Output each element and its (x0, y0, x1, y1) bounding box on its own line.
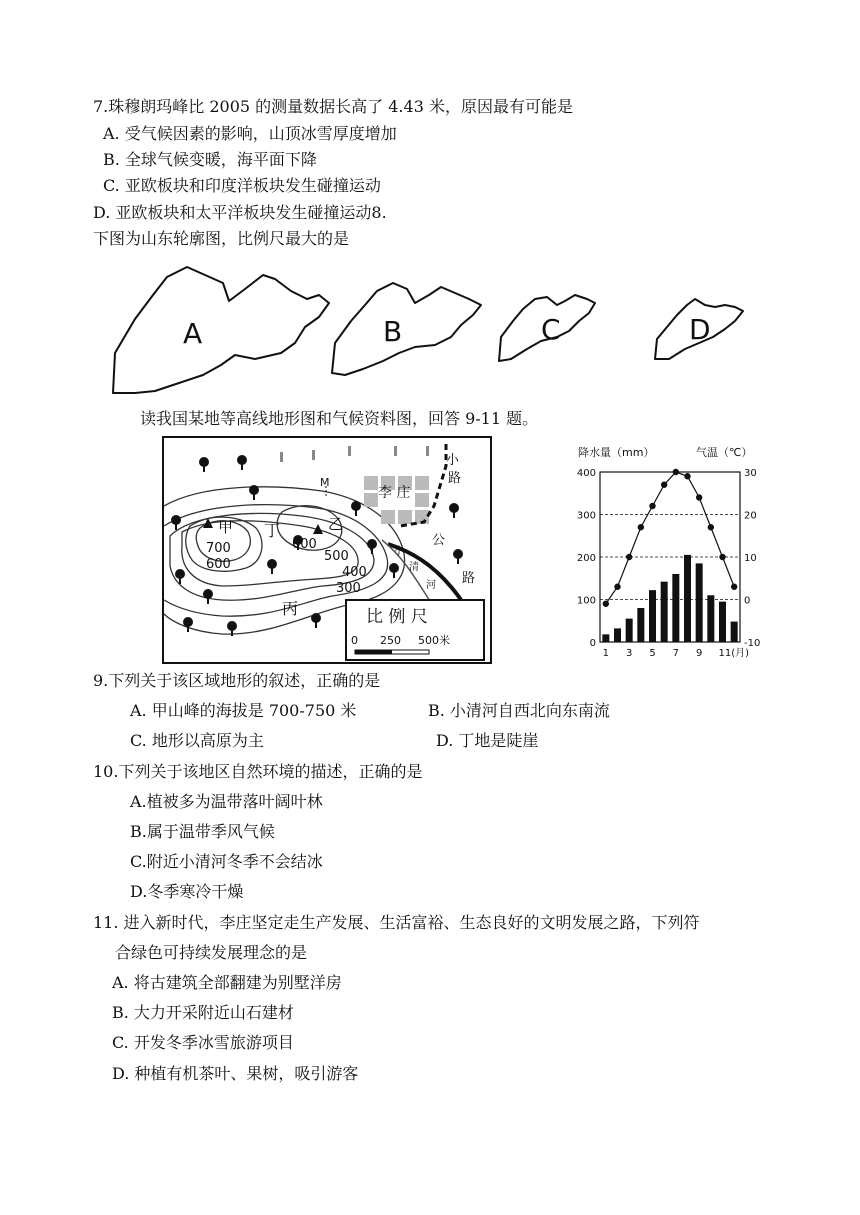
shandong-outline-b (332, 283, 481, 375)
river-char-3: 河 (426, 580, 436, 591)
q9-stem: 9.下列关于该区域地形的叙述，正确的是 (93, 671, 381, 690)
precipitation-axis-label: 降水量（mm） (578, 446, 655, 459)
q10-option-d: D.冬季寒冷干燥 (130, 882, 244, 901)
contour-label-300: 300 (336, 581, 361, 596)
temperature-tick-label: 10 (744, 553, 757, 564)
contour-label-500: 500 (324, 549, 349, 564)
contour-map (162, 436, 492, 664)
scale-tick-500: 500米 (418, 634, 450, 647)
precipitation-tick-label: 0 (589, 638, 596, 649)
map-label-a: A (183, 317, 203, 350)
scale-tick-250: 250 (380, 634, 401, 647)
temperature-axis-label: 气温（℃） (696, 446, 753, 459)
precipitation-bar (707, 595, 714, 642)
small-road-char-1: 小 (446, 453, 460, 468)
temperature-tick-label: 0 (744, 595, 751, 607)
peak-yi-label: 乙 (328, 515, 344, 533)
contour-label-600: 600 (206, 557, 231, 572)
map-label-c: C (541, 313, 561, 346)
highway-char-2: 路 (462, 571, 476, 586)
peak-jia-label: 甲 (218, 518, 234, 536)
q10-option-a: A.植被多为温带落叶阔叶林 (130, 792, 323, 811)
temperature-point (661, 482, 667, 488)
precipitation-bar (661, 582, 668, 642)
scale-title: 比 例 尺 (366, 607, 428, 627)
q11-option-c: C. 开发冬季冰雪旅游项目 (112, 1033, 294, 1052)
precipitation-bar (696, 563, 703, 642)
q7-option-c: C. 亚欧板块和印度洋板块发生碰撞运动 (103, 176, 381, 195)
precipitation-bar (602, 634, 609, 642)
temperature-line (606, 472, 734, 604)
temperature-tick-label: -10 (744, 638, 761, 649)
month-tick-label: 1 (602, 648, 610, 659)
village-label: 李 庄 (378, 485, 411, 501)
q9-option-c: C. 地形以高原为主 (130, 731, 264, 750)
shandong-outline-a (113, 267, 329, 393)
temperature-tick-label: 20 (744, 510, 757, 522)
scale-tick-0: 0 (351, 634, 358, 647)
river-char-2: 清 (409, 562, 419, 573)
precipitation-tick-label: 100 (576, 595, 596, 607)
q7-option-d: D. 亚欧板块和太平洋板块发生碰撞运动8. (93, 203, 387, 222)
temperature-point (603, 601, 609, 607)
point-m-label: M (320, 476, 330, 489)
shandong-outline-maps (95, 255, 775, 405)
month-tick-label: 9 (695, 648, 703, 659)
temperature-point (614, 584, 620, 590)
q9-option-b: B. 小清河自西北向东南流 (428, 701, 610, 720)
contour-label-700: 700 (206, 541, 231, 556)
temperature-point (638, 524, 644, 530)
river-char-1: 小 (394, 546, 404, 557)
map-label-d: D (689, 313, 711, 346)
temperature-point (708, 524, 714, 530)
month-tick-label: 11(月) (718, 648, 750, 659)
precipitation-bar (614, 628, 621, 642)
precipitation-bar (731, 622, 738, 642)
highway-char-1: 公 (432, 533, 446, 548)
precipitation-bar (719, 602, 726, 642)
temperature-point (684, 473, 690, 479)
q7-stem: 7.珠穆朗玛峰比 2005 的测量数据长高了 4.43 米，原因最有可能是 (93, 97, 573, 116)
q7-option-b: B. 全球气候变暖，海平面下降 (103, 150, 317, 169)
precipitation-bar (649, 590, 656, 642)
q11-stem-line2: 合绿色可持续发展理念的是 (115, 943, 308, 962)
precipitation-tick-label: 200 (576, 553, 596, 564)
q11-option-b: B. 大力开采附近山石建材 (112, 1003, 294, 1022)
climate-chart (568, 438, 768, 664)
q11-stem-line1: 11. 进入新时代，李庄坚定走生产发展、生活富裕、生态良好的文明发展之路，下列符 (93, 913, 700, 932)
point-bing-label: 丙 (282, 599, 299, 618)
month-tick-label: 3 (625, 648, 633, 659)
temperature-point (719, 554, 725, 560)
contour-label-600b: 600 (292, 537, 317, 552)
temperature-point (649, 503, 655, 509)
temperature-point (673, 469, 679, 475)
q10-stem: 10.下列关于该地区自然环境的描述，正确的是 (93, 762, 423, 781)
month-tick-label: 5 (649, 648, 656, 659)
q8-stem: 下图为山东轮廓图，比例尺最大的是 (93, 229, 350, 248)
intro-text: 读我国某地等高线地形图和气候资料图，回答 9-11 题。 (140, 409, 539, 428)
small-road-char-2: 路 (448, 471, 462, 486)
q10-option-c: C.附近小清河冬季不会结冰 (130, 852, 323, 871)
month-tick-label: 7 (672, 648, 680, 659)
precipitation-bar (626, 619, 633, 642)
q7-option-a: A. 受气候因素的影响，山顶冰雪厚度增加 (103, 124, 397, 143)
q11-option-a: A. 将古建筑全部翻建为别墅洋房 (112, 973, 342, 992)
precipitation-tick-label: 400 (576, 468, 596, 479)
q10-option-b: B.属于温带季风气候 (130, 822, 275, 841)
map-label-b: B (383, 315, 403, 348)
precipitation-bar (637, 608, 644, 642)
temperature-point (696, 494, 702, 500)
contour-label-400: 400 (342, 565, 367, 580)
q9-option-a: A. 甲山峰的海拔是 700-750 米 (130, 701, 357, 720)
point-ding-label: 丁 (264, 521, 281, 540)
temperature-point (626, 554, 632, 560)
q11-option-d: D. 种植有机茶叶、果树，吸引游客 (112, 1064, 359, 1083)
temperature-point (731, 584, 737, 590)
temperature-tick-label: 30 (744, 468, 757, 479)
q9-option-d: D. 丁地是陡崖 (436, 731, 539, 750)
precipitation-bar (672, 574, 679, 642)
precipitation-bar (684, 555, 691, 642)
precipitation-tick-label: 300 (576, 510, 596, 522)
